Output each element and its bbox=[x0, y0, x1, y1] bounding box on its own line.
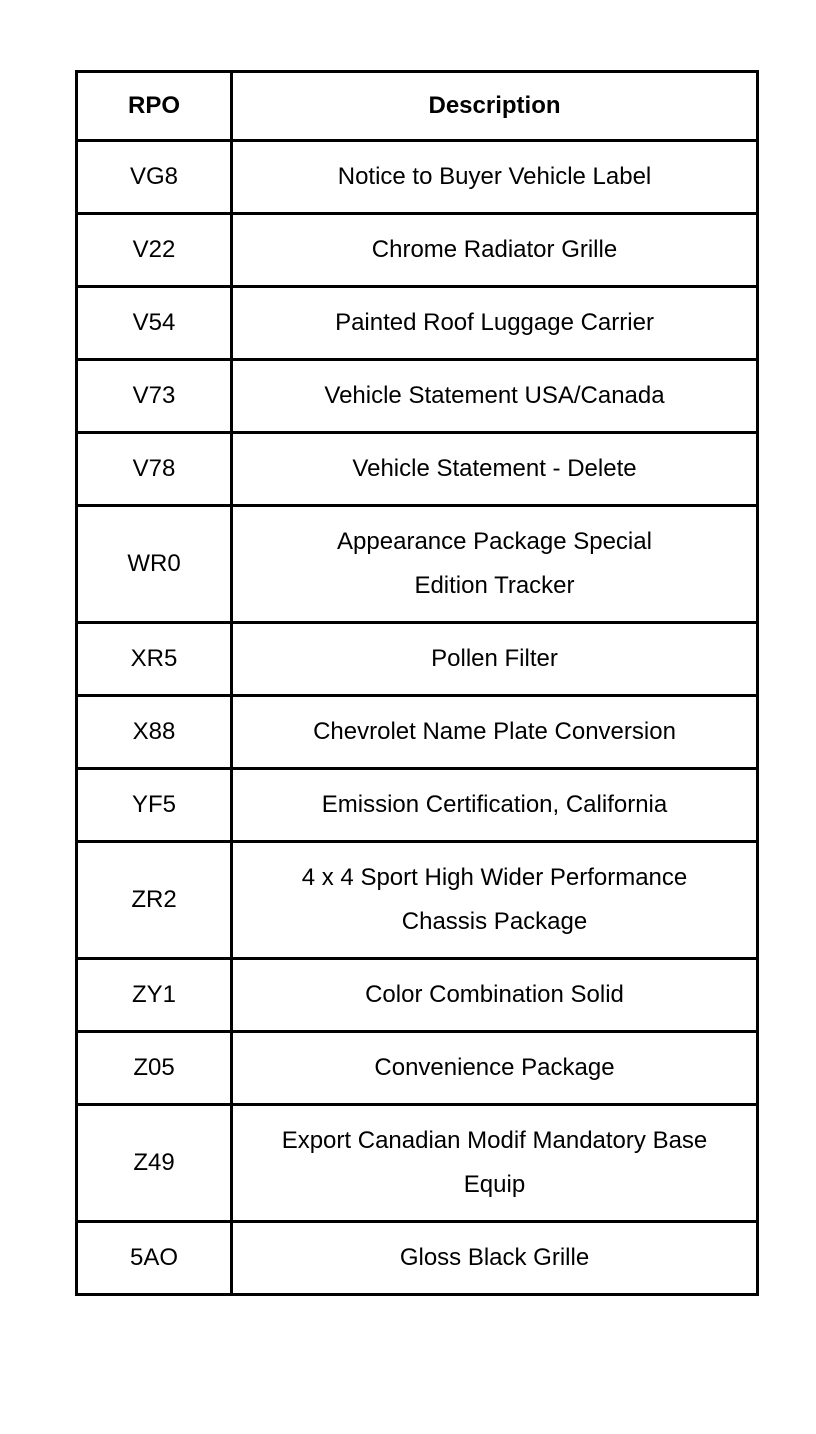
rpo-code: WR0 bbox=[77, 506, 232, 623]
table-row bbox=[77, 506, 758, 623]
rpo-table bbox=[75, 70, 759, 1296]
rpo-code: Z05 bbox=[77, 1032, 232, 1105]
rpo-description bbox=[232, 842, 758, 959]
rpo-code: V22 bbox=[77, 214, 232, 287]
rpo-code: V54 bbox=[77, 287, 232, 360]
table-row bbox=[77, 214, 758, 287]
table-row bbox=[77, 141, 758, 214]
rpo-description-text: Gloss Black Grille bbox=[399, 1244, 590, 1271]
rpo-code: V73 bbox=[77, 360, 232, 433]
rpo-description-text: Pollen Filter bbox=[431, 645, 558, 672]
rpo-description bbox=[232, 433, 758, 506]
rpo-description bbox=[232, 769, 758, 842]
table-row bbox=[77, 360, 758, 433]
rpo-description bbox=[232, 214, 758, 287]
rpo-description bbox=[232, 506, 758, 623]
rpo-description-text: Color Combination Solid bbox=[365, 981, 624, 1008]
rpo-code: YF5 bbox=[77, 769, 232, 842]
table-row bbox=[77, 842, 758, 959]
header-description: Description bbox=[232, 72, 758, 141]
table-row bbox=[77, 959, 758, 1032]
rpo-description bbox=[232, 1105, 758, 1222]
rpo-description-text: Appearance Package Special Edition Tracker bbox=[337, 528, 652, 599]
rpo-code: ZY1 bbox=[77, 959, 232, 1032]
rpo-description bbox=[232, 696, 758, 769]
rpo-description-text: Export Canadian Modif Mandatory Base Equip bbox=[281, 1127, 708, 1198]
rpo-description bbox=[232, 287, 758, 360]
rpo-description-text: Notice to Buyer Vehicle Label bbox=[337, 163, 652, 190]
rpo-description bbox=[232, 360, 758, 433]
rpo-description-text: Vehicle Statement USA/Canada bbox=[324, 382, 665, 409]
table-row bbox=[77, 696, 758, 769]
table-row bbox=[77, 623, 758, 696]
rpo-description bbox=[232, 1032, 758, 1105]
table-row bbox=[77, 433, 758, 506]
rpo-code: Z49 bbox=[77, 1105, 232, 1222]
rpo-code: ZR2 bbox=[77, 842, 232, 959]
rpo-description-text: Emission Certification, California bbox=[321, 791, 668, 818]
rpo-code: XR5 bbox=[77, 623, 232, 696]
rpo-description bbox=[232, 141, 758, 214]
table-row bbox=[77, 769, 758, 842]
table-header-row bbox=[77, 72, 758, 141]
table-row bbox=[77, 1222, 758, 1295]
table-row bbox=[77, 1105, 758, 1222]
rpo-code: V78 bbox=[77, 433, 232, 506]
table-row bbox=[77, 1032, 758, 1105]
rpo-description-text: Vehicle Statement - Delete bbox=[352, 455, 637, 482]
rpo-description-text: 4 x 4 Sport High Wider Performance Chassis Package bbox=[301, 864, 688, 935]
rpo-description-text: Chrome Radiator Grille bbox=[371, 236, 618, 263]
rpo-description-text: Convenience Package bbox=[374, 1054, 615, 1081]
header-rpo: RPO bbox=[77, 72, 232, 141]
rpo-code: X88 bbox=[77, 696, 232, 769]
rpo-code: 5AO bbox=[77, 1222, 232, 1295]
rpo-code: VG8 bbox=[77, 141, 232, 214]
rpo-description-text: Painted Roof Luggage Carrier bbox=[335, 309, 654, 336]
rpo-description bbox=[232, 623, 758, 696]
rpo-description bbox=[232, 1222, 758, 1295]
table-row bbox=[77, 287, 758, 360]
rpo-description-text: Chevrolet Name Plate Conversion bbox=[313, 718, 676, 745]
rpo-description bbox=[232, 959, 758, 1032]
